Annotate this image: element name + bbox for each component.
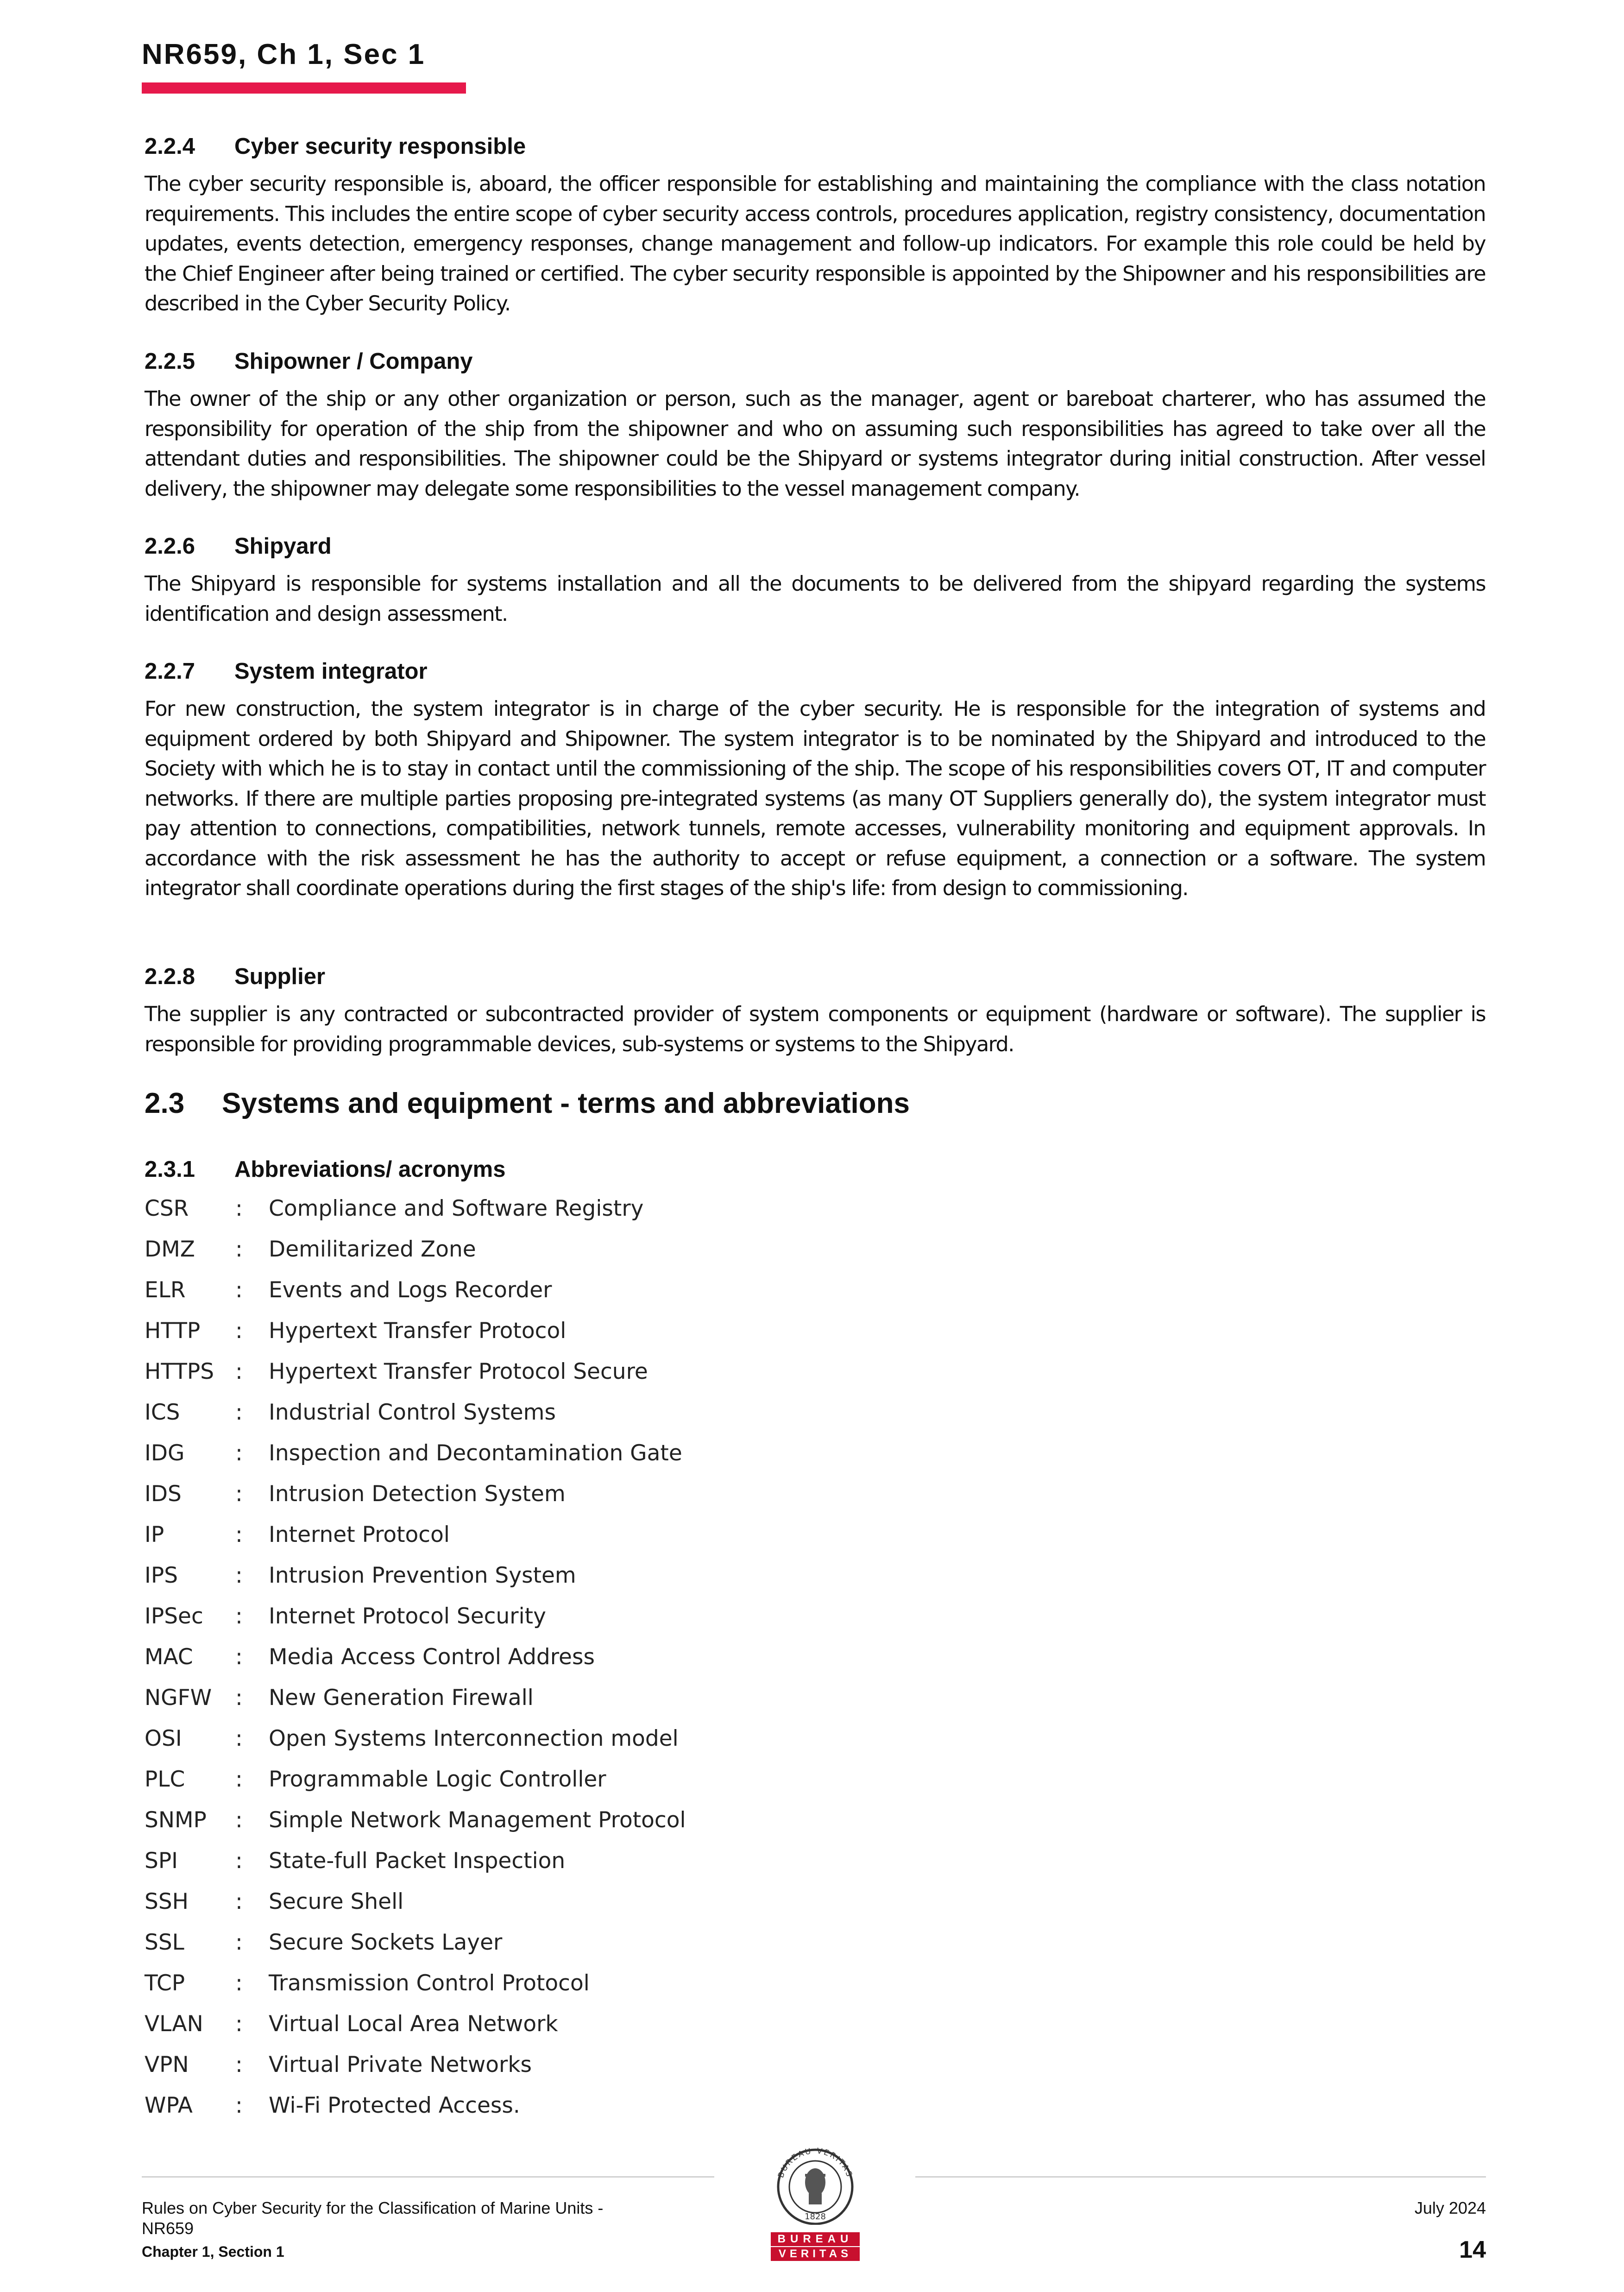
footer-chapter: Chapter 1, Section 1 [142, 2243, 284, 2260]
header-accent-rule [142, 82, 466, 94]
footer-doc-title-line2: NR659 [142, 2219, 194, 2238]
separator: : [235, 2052, 243, 2077]
footer-rule-right [915, 2176, 1486, 2178]
logo-word-veritas: VERITAS [771, 2247, 860, 2261]
section-2-2-4 [145, 133, 1486, 319]
acronym: SSL [145, 1930, 184, 1955]
acronym: PLC [145, 1767, 185, 1792]
separator: : [235, 1318, 243, 1344]
section-title: Cyber security responsible [234, 134, 526, 159]
definition: Media Access Control Address [269, 1644, 595, 1670]
definition: Demilitarized Zone [269, 1237, 476, 1262]
definition: Industrial Control Systems [269, 1400, 556, 1425]
section-body: For new construction, the system integrator is in charge of the cyber security. He is responsible for the integration of systems and equipment ordered by both Shipyard and Shipowner. The system integrator is to be nominated by the Shipyard and introduced to the Society with which he is to stay in contact until the commissioning of the ship. The scope of his responsibilities covers OT, IT and computer networks. If there are multiple parties proposing pre-integrated systems (as many OT Suppliers generally do), the system integrator must pay attention to connections, compatibilities, network tunnels, remote accesses, vulnerability monitoring and equipment approvals. In accordance with the risk assessment he has the authority to accept or refuse equipment, a connection or a software. The system integrator shall coordinate operations during the first stages of the ship's life: from design to commissioning. [145, 697, 1486, 900]
acronym: IP [145, 1522, 164, 1547]
separator: : [235, 1604, 243, 1629]
definition: Secure Sockets Layer [269, 1930, 503, 1955]
section-title: Supplier [234, 964, 326, 989]
acronym: CSR [145, 1196, 189, 1221]
acronym: HTTPS [145, 1359, 214, 1384]
separator: : [235, 1440, 243, 1466]
section-title: Shipyard [234, 534, 332, 559]
section-number: 2.3.1 [145, 1157, 195, 1182]
separator: : [235, 2093, 243, 2118]
seal-ring-text: BUREAU VERITAS [776, 2146, 855, 2179]
section-2-3-heading [145, 1087, 910, 1120]
acronym: ELR [145, 1277, 186, 1303]
separator: : [235, 1196, 243, 1221]
definition: Internet Protocol Security [269, 1604, 546, 1629]
separator: : [235, 1767, 243, 1792]
section-number: 2.2.5 [145, 349, 195, 374]
separator: : [235, 1563, 243, 1588]
separator: : [235, 1522, 243, 1547]
separator: : [235, 1359, 243, 1384]
definition: Events and Logs Recorder [269, 1277, 552, 1303]
section-number: 2.3 [145, 1087, 185, 1119]
section-heading [145, 348, 1486, 374]
separator: : [235, 1930, 243, 1955]
footer-date: July 2024 [1414, 2198, 1486, 2217]
acronym: VPN [145, 2052, 189, 2077]
separator: : [235, 1481, 243, 1507]
definition: Hypertext Transfer Protocol [269, 1318, 567, 1344]
definition: Inspection and Decontamination Gate [269, 1440, 682, 1466]
acronym: IPS [145, 1563, 178, 1588]
footer-doc-title-line1: Rules on Cyber Security for the Classification of Marine Units - [142, 2198, 604, 2217]
acronym: DMZ [145, 1237, 195, 1262]
definition: Simple Network Management Protocol [269, 1807, 686, 1833]
footer-doc-title [142, 2198, 744, 2239]
separator: : [235, 1807, 243, 1833]
section-heading [145, 964, 1486, 990]
acronym: SNMP [145, 1807, 207, 1833]
document-reference: NR659, Ch 1, Sec 1 [142, 38, 426, 70]
separator: : [235, 1848, 243, 1874]
separator: : [235, 2011, 243, 2037]
definition: Hypertext Transfer Protocol Secure [269, 1359, 648, 1384]
abbreviations-heading [145, 1156, 505, 1182]
separator: : [235, 1644, 243, 1670]
section-body: The supplier is any contracted or subcontracted provider of system components or equipment (hardware or software). The supplier is responsible for providing programmable devices, sub-systems or systems to the Shipyard. [145, 1003, 1486, 1056]
section-2-2-8 [145, 964, 1486, 1060]
section-title: Abbreviations/ acronyms [234, 1157, 506, 1182]
seal-icon [769, 2145, 862, 2225]
acronym: OSI [145, 1726, 182, 1751]
definition: Open Systems Interconnection model [269, 1726, 679, 1751]
acronym: ICS [145, 1400, 180, 1425]
acronym: NGFW [145, 1685, 212, 1711]
section-title: Systems and equipment - terms and abbreviations [222, 1087, 910, 1119]
section-body: The cyber security responsible is, aboard, the officer responsible for establishing and maintaining the compliance with the class notation requirements. This includes the entire scope of cyber security access controls, procedures application, registry consistency, documentation updates, events detection, emergency responses, change management and follow-up indicators. For example this role could be held by the Chief Engineer after being trained or certified. The cyber security responsible is appointed by the Shipowner and his responsibilities are described in the Cyber Security Policy. [145, 172, 1486, 316]
definition: Wi-Fi Protected Access. [269, 2093, 520, 2118]
definition: Programmable Logic Controller [269, 1767, 606, 1792]
definition: Virtual Private Networks [269, 2052, 532, 2077]
separator: : [235, 1970, 243, 1996]
separator: : [235, 1400, 243, 1425]
section-number: 2.2.8 [145, 964, 195, 989]
definition: New Generation Firewall [269, 1685, 534, 1711]
section-body: The owner of the ship or any other organization or person, such as the manager, agent or bareboat charterer, who has assumed the responsibility for operation of the ship from the shipowner and who on assuming such responsibilities has agreed to take over all the attendant duties and responsibilities. The shipowner could be the Shipyard or systems integrator during initial construction. After vessel delivery, the shipowner may delegate some responsibilities to the vessel management company. [145, 387, 1486, 501]
section-number: 2.2.4 [145, 134, 195, 159]
footer-rule-left [142, 2176, 714, 2178]
separator: : [235, 1889, 243, 1914]
definition: State-full Packet Inspection [269, 1848, 566, 1874]
acronym: VLAN [145, 2011, 203, 2037]
acronym: IDS [145, 1481, 182, 1507]
acronym: HTTP [145, 1318, 201, 1344]
section-body: The Shipyard is responsible for systems installation and all the documents to be delivered from the shipyard regarding the systems identification and design assessment. [145, 572, 1486, 626]
section-2-2-5 [145, 348, 1486, 504]
bureau-veritas-logo [769, 2145, 862, 2261]
section-heading [145, 133, 1486, 159]
page-number: 14 [1459, 2236, 1486, 2263]
separator: : [235, 1277, 243, 1303]
section-heading [145, 533, 1486, 559]
acronym: SPI [145, 1848, 178, 1874]
definition: Compliance and Software Registry [269, 1196, 644, 1221]
section-title: Shipowner / Company [234, 349, 473, 374]
separator: : [235, 1237, 243, 1262]
section-2-2-7 [145, 658, 1486, 904]
section-title: System integrator [234, 659, 428, 684]
definition: Intrusion Prevention System [269, 1563, 576, 1588]
definition: Virtual Local Area Network [269, 2011, 558, 2037]
acronym: IPSec [145, 1604, 203, 1629]
acronym: SSH [145, 1889, 189, 1914]
section-heading [145, 658, 1486, 684]
acronym: IDG [145, 1440, 185, 1466]
definition: Secure Shell [269, 1889, 404, 1914]
definition: Intrusion Detection System [269, 1481, 566, 1507]
seal-year: 1828 [805, 2212, 826, 2222]
section-2-2-6 [145, 533, 1486, 629]
acronym: TCP [145, 1970, 185, 1996]
separator: : [235, 1726, 243, 1751]
acronym: MAC [145, 1644, 193, 1670]
acronym: WPA [145, 2093, 193, 2118]
logo-word-bureau: BUREAU [771, 2232, 860, 2246]
definition: Internet Protocol [269, 1522, 450, 1547]
separator: : [235, 1685, 243, 1711]
definition: Transmission Control Protocol [269, 1970, 590, 1996]
section-number: 2.2.6 [145, 534, 195, 559]
section-number: 2.2.7 [145, 659, 195, 684]
